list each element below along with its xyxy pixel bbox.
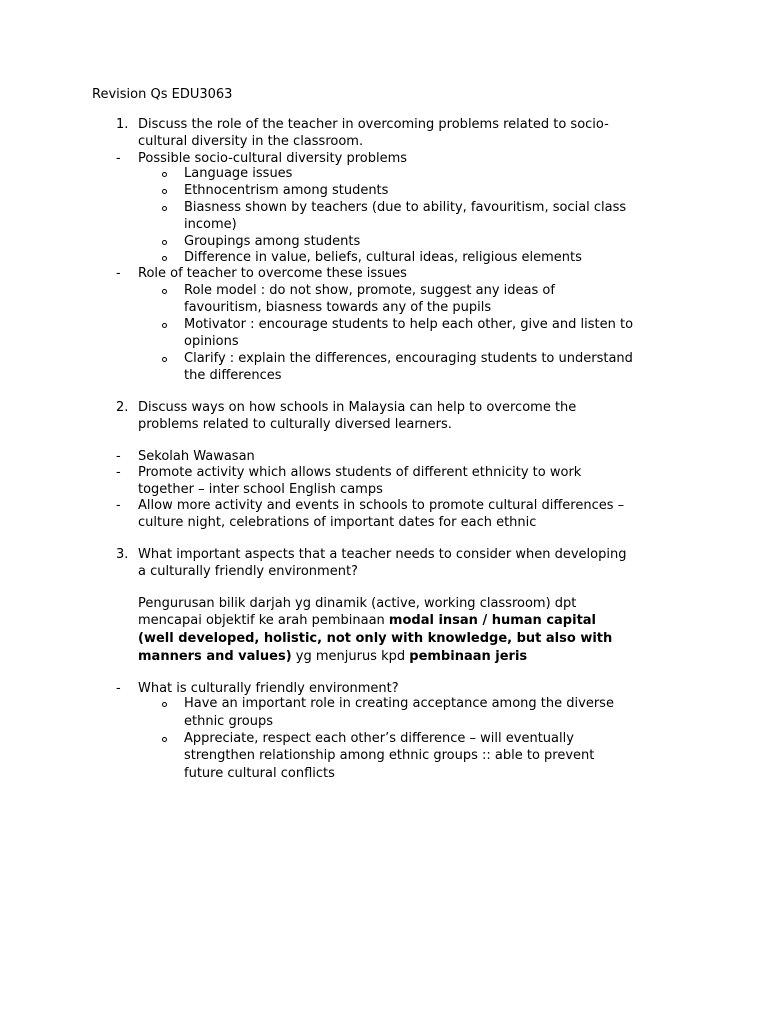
list-item: Role model : do not show, promote, suggest any ideas of (184, 283, 555, 298)
list-item: strengthen relationship among ethnic groups :: able to prevent (184, 748, 595, 763)
circle-bullet-icon (162, 702, 167, 707)
document-title: Revision Qs EDU3063 (92, 87, 233, 102)
circle-bullet-icon (162, 172, 167, 177)
list-item: favouritism, biasness towards any of the pupils (184, 300, 492, 315)
list-item: ethnic groups (184, 714, 273, 729)
list-item: Groupings among students (184, 234, 361, 249)
list-item: Language issues (184, 166, 293, 181)
dash-bullet: - (116, 151, 121, 166)
question-2-text: problems related to culturally diversed learners. (138, 417, 452, 432)
question-1-text: Discuss the role of the teacher in overcoming problems related to socio- (138, 117, 609, 132)
answer-bold-text: manners and values) (138, 649, 292, 664)
dash-bullet: - (116, 465, 121, 480)
list-item: Clarify : explain the differences, encouraging students to understand (184, 351, 633, 366)
question-3-text: a culturally friendly environment? (138, 564, 358, 579)
dash-bullet: - (116, 266, 121, 281)
dash-bullet: - (116, 498, 121, 513)
circle-bullet-icon (162, 189, 167, 194)
question-3-number: 3. (116, 547, 129, 562)
circle-bullet-icon (162, 256, 167, 261)
answer-bold-text: modal insan / human capital (388, 613, 597, 628)
list-item: opinions (184, 334, 239, 349)
dash-bullet: - (116, 681, 121, 696)
list-item: culture night, celebrations of important dates for each ethnic (138, 515, 537, 530)
question-2-number: 2. (116, 400, 129, 415)
list-item: Appreciate, respect each other’s difference – will eventually (184, 731, 574, 746)
list-item: Sekolah Wawasan (138, 449, 255, 464)
circle-bullet-icon (162, 737, 167, 742)
question-1-text: cultural diversity in the classroom. (138, 134, 364, 149)
question-2-text: Discuss ways on how schools in Malaysia can help to overcome the (138, 400, 577, 415)
list-item: Difference in value, beliefs, cultural ideas, religious elements (184, 250, 582, 265)
answer-bold-text: pembinaan jeris (409, 649, 528, 664)
dash-bullet: - (116, 449, 121, 464)
list-item: together – inter school English camps (138, 482, 383, 497)
list-item: Allow more activity and events in schools to promote cultural differences – (138, 498, 625, 513)
list-item: the differences (184, 368, 282, 383)
answer-paragraph (138, 648, 527, 665)
list-item: Promote activity which allows students of different ethnicity to work (138, 465, 582, 480)
answer-paragraph: Pengurusan bilik darjah yg dinamik (active, working classroom) dpt (138, 596, 577, 611)
list-item: Ethnocentrism among students (184, 183, 389, 198)
role-heading: Role of teacher to overcome these issues (138, 266, 407, 281)
circle-bullet-icon (162, 357, 167, 362)
answer-text: mencapai objektif ke arah pembinaan (138, 613, 389, 628)
question-1-number: 1. (116, 117, 129, 132)
answer-paragraph (138, 630, 612, 647)
question-3-text: What important aspects that a teacher needs to consider when developing (138, 547, 627, 562)
circle-bullet-icon (162, 206, 167, 211)
list-item: Motivator : encourage students to help each other, give and listen to (184, 317, 634, 332)
circle-bullet-icon (162, 323, 167, 328)
circle-bullet-icon (162, 240, 167, 245)
circle-bullet-icon (162, 289, 167, 294)
environment-heading: What is culturally friendly environment? (138, 681, 399, 696)
answer-bold-text: (well developed, holistic, not only with knowledge, but also with (138, 631, 613, 646)
list-item: Have an important role in creating acceptance among the diverse (184, 696, 614, 711)
list-item: income) (184, 217, 237, 232)
answer-text: yg menjurus kpd (291, 649, 410, 664)
answer-paragraph (138, 612, 596, 629)
list-item: Biasness shown by teachers (due to ability, favouritism, social class (184, 200, 627, 215)
list-item: future cultural conflicts (184, 766, 335, 781)
problems-heading: Possible socio-cultural diversity problems (138, 151, 408, 166)
